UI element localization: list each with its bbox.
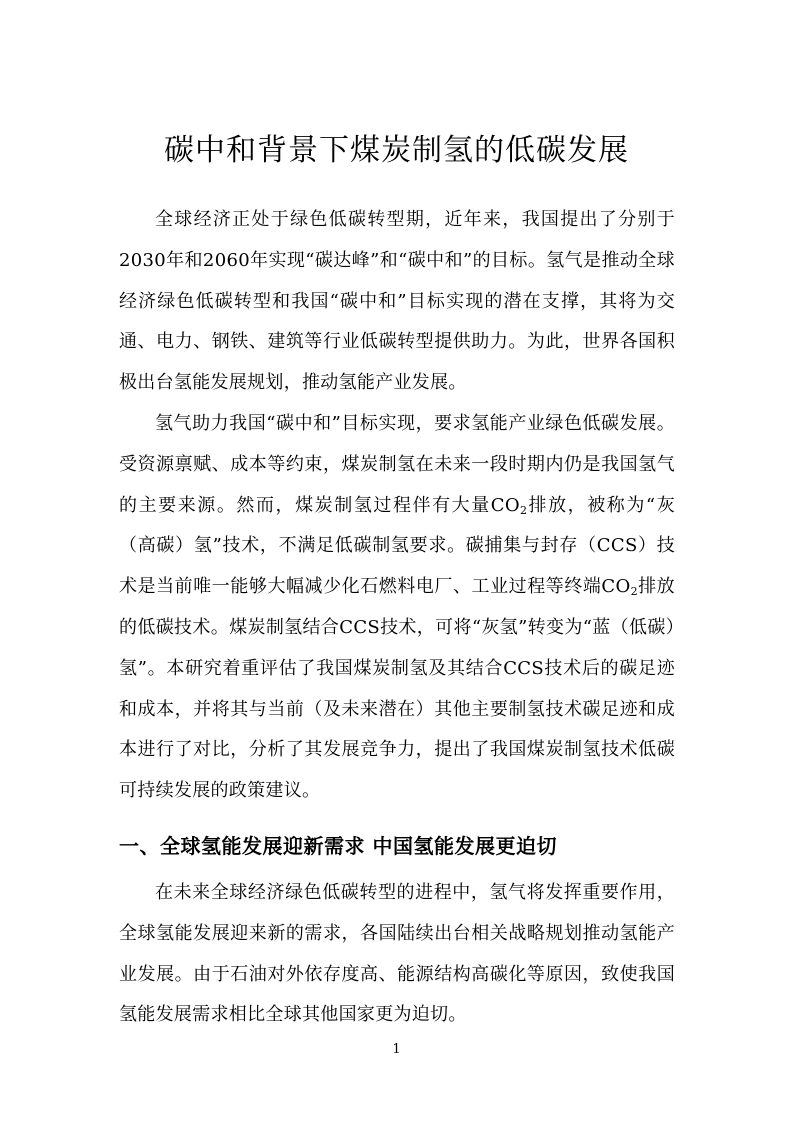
document-title: 碳中和背景下煤炭制氢的低碳发展 <box>164 133 629 168</box>
section-heading: 一、全球氢能发展迎新需求 中国氢能发展更迫切 <box>119 834 557 858</box>
co2-subscript-2: 2 <box>630 585 638 599</box>
body-paragraph <box>119 404 675 812</box>
body-paragraph-text-2: 排放，被称为“灰（高碳）氢”技术，不满足低碳制氢要求。碳捕集与封存（CCS）技术是当前唯一能够大幅减少化石燃料电厂、工业过程等终端CO <box>119 494 675 598</box>
page-number: 1 <box>392 1042 401 1057</box>
co2-subscript-1: 2 <box>519 503 528 517</box>
body-paragraph-text-1: 氢气助力我国“碳中和”目标实现，要求氢能产业绿色低碳发展。受资源禀赋、成本等约束，煤炭制氢在未来一段时期内仍是我国氢气的主要来源。然而，煤炭制氢过程伴有大量CO <box>119 413 675 516</box>
section-paragraph: 在未来全球经济绿色低碳转型的进程中，氢气将发挥重要作用，全球氢能发展迎来新的需求，各国陆续出台相关战略规划推动氢能产业发展。由于石油对外依存度高、能源结构高碳化等原因，致使我国氢能发展需求相比全球其他国家更为迫切。 <box>119 882 675 1026</box>
intro-paragraph: 全球经济正处于绿色低碳转型期，近年来，我国提出了分别于2030年和2060年实现“碳达峰”和“碳中和”的目标。氢气是推动全球经济绿色低碳转型和我国“碳中和”目标实现的潜在支撑，其将为交通、电力、钢铁、建筑等行业低碳转型提供助力。为此，世界各国积极出台氢能发展规划，推动氢能产业发展。 <box>119 209 675 394</box>
body-paragraph-text-3: 排放的低碳技术。煤炭制氢结合CCS技术，可将“灰氢”转变为“蓝（低碳）氢”。本研究着重评估了我国煤炭制氢及其结合CCS技术后的碳足迹和成本，并将其与当前（及未来潜在）其他主要制氢技术碳足迹和成本进行了对比，分析了其发展竞争力，提出了我国煤炭制氢技术低碳可持续发展的政策建议。 <box>119 576 675 802</box>
